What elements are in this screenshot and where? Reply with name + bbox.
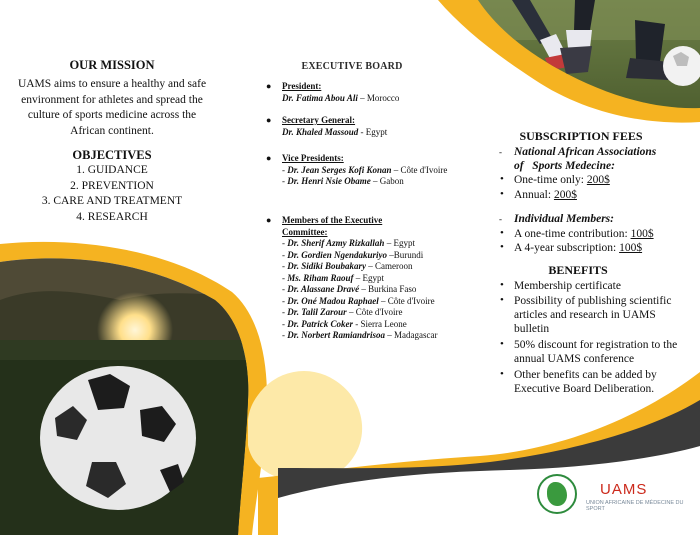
member-name: Dr. Patrick Coker (287, 318, 354, 329)
bullet-icon: ● (266, 153, 272, 163)
member-country: - Sierra Leone (353, 318, 407, 329)
dash-marker: - (499, 214, 502, 224)
bullet-icon: • (500, 294, 504, 306)
bullet-icon: • (500, 173, 504, 185)
objective-item: 4. RESEARCH (76, 210, 148, 223)
member-name: Dr. Sidiki Boubakary (287, 261, 367, 271)
president-country: – Morocco (357, 92, 400, 103)
mission-text: UAMS aims to ensure a healthy and safe environment for athletes and spread the culture of sports medicine across the African continent. (17, 78, 207, 137)
benefit-item: Possibility of publishing scientific articles and research in UAMS bulletin (514, 295, 672, 335)
bullet-icon: • (500, 188, 504, 200)
bullet-icon: • (500, 279, 504, 291)
individual-fee-item: A 4-year subscription: 100$ (514, 242, 643, 254)
national-associations-heading (514, 145, 684, 173)
executive-board-title: EXECUTIVE BOARD (301, 61, 403, 72)
secgen-label: Secretary General: (282, 115, 356, 125)
africa-map-icon (547, 482, 567, 506)
member-name: Dr. Talil Zarour (287, 307, 347, 317)
national-fee-item: One-time only: 200$ (514, 174, 610, 186)
member-country: – Burkina Faso (359, 284, 417, 294)
vp-name: Dr. Jean Serges Kofi Konan (287, 164, 392, 175)
objective-item: 1. GUIDANCE (76, 164, 148, 176)
benefit-item: 50% discount for registration to the annual UAMS conference (514, 339, 678, 365)
dash-marker: - (499, 147, 502, 157)
bullet-icon: ● (266, 215, 272, 225)
bullet-icon: • (500, 338, 504, 350)
vp-label: Vice Presidents: (282, 153, 344, 163)
member-name: Ms. Riham Raouf (287, 272, 354, 283)
vp-country: – Gabon (370, 176, 404, 186)
mission-title: OUR MISSION (69, 58, 155, 72)
board-vice-presidents: ● Vice Presidents: - Dr. Jean Serges Kofi Konan – Côte d'Ivoire - Dr. Henri Nsie Obame – Gabon (266, 153, 456, 188)
national-line1: National African Associations (514, 146, 657, 158)
member-country: – Cameroon (366, 261, 413, 271)
uams-logo-text: UAMS (600, 481, 648, 498)
member-country: – Madagascar (385, 330, 438, 340)
benefit-item: Other benefits can be added by Executive Board Deliberation. (514, 369, 657, 395)
secgen-country: - Egypt (358, 126, 388, 137)
bullet-icon: • (500, 241, 504, 253)
member-country: – Egypt (353, 272, 385, 283)
subscription-fees-title: SUBSCRIPTION FEES (519, 129, 643, 143)
member-name: Dr. Norbert Ramiandrisoa (287, 330, 386, 340)
uams-logo-subtitle: UNION AFRICAINE DE MÉDECINE DU SPORT (586, 500, 684, 512)
vp-name: Dr. Henri Nsie Obame (287, 176, 371, 186)
objective-item: 3. CARE AND TREATMENT (41, 195, 183, 207)
board-secretary-general (266, 115, 456, 138)
member-country: –Burundi (387, 249, 424, 260)
individual-fee-item: A one-time contribution: 100$ (514, 228, 654, 240)
member-country: – Côte d'Ivoire (346, 307, 403, 317)
benefits-title: BENEFITS (548, 263, 608, 277)
secgen-name: Dr. Khaled Massoud (282, 126, 359, 137)
objectives-title: OBJECTIVES (72, 148, 152, 162)
bullet-icon: • (500, 227, 504, 239)
objective-item: 2. PREVENTION (70, 179, 154, 192)
board-members: ● Members of the Executive Committee: - Dr. Sherif Azmy Rizkallah – Egypt - Dr. Gordien Ngendakuriyo –Burundi - Dr. Sidiki Boubakary – Cameroon - Ms. Riham Raouf – Egypt - Dr. Alassane Dravé – Burkina Faso - Dr. Oné Madou Raphael – Côte d'Ivoire - Dr. Talil Zarour – Côte d'Ivoire - Dr. Patrick Coker - Sierra Leone - Dr. Norbert Ramiandrisoa – Madagascar (266, 215, 456, 342)
member-name: Dr. Gordien Ngendakuriyo (287, 249, 388, 260)
bullet-icon: ● (266, 81, 272, 91)
board-president (266, 81, 456, 104)
president-name: Dr. Fatima Abou Ali (282, 92, 358, 103)
bullet-icon: • (500, 368, 504, 380)
national-line2: of Sports Medecine: (514, 160, 615, 172)
members-label-line2: Committee: (282, 226, 328, 237)
vp-country: – Côte d'Ivoire (391, 164, 448, 175)
member-name: Dr. Oné Madou Raphael (287, 295, 379, 306)
member-name: Dr. Sherif Azmy Rizkallah (287, 238, 385, 248)
benefit-item: Membership certificate (514, 280, 621, 292)
individual-members-heading: Individual Members: (514, 213, 614, 225)
president-label: President: (282, 81, 322, 91)
bullet-icon: ● (266, 115, 272, 125)
member-name: Dr. Alassane Dravé (287, 284, 360, 294)
member-country: – Egypt (384, 238, 415, 248)
national-fee-item: Annual: 200$ (514, 189, 577, 201)
members-label-line1: Members of the Executive (282, 215, 383, 225)
member-country: – Côte d'Ivoire (378, 295, 435, 306)
objectives-list (0, 163, 224, 225)
